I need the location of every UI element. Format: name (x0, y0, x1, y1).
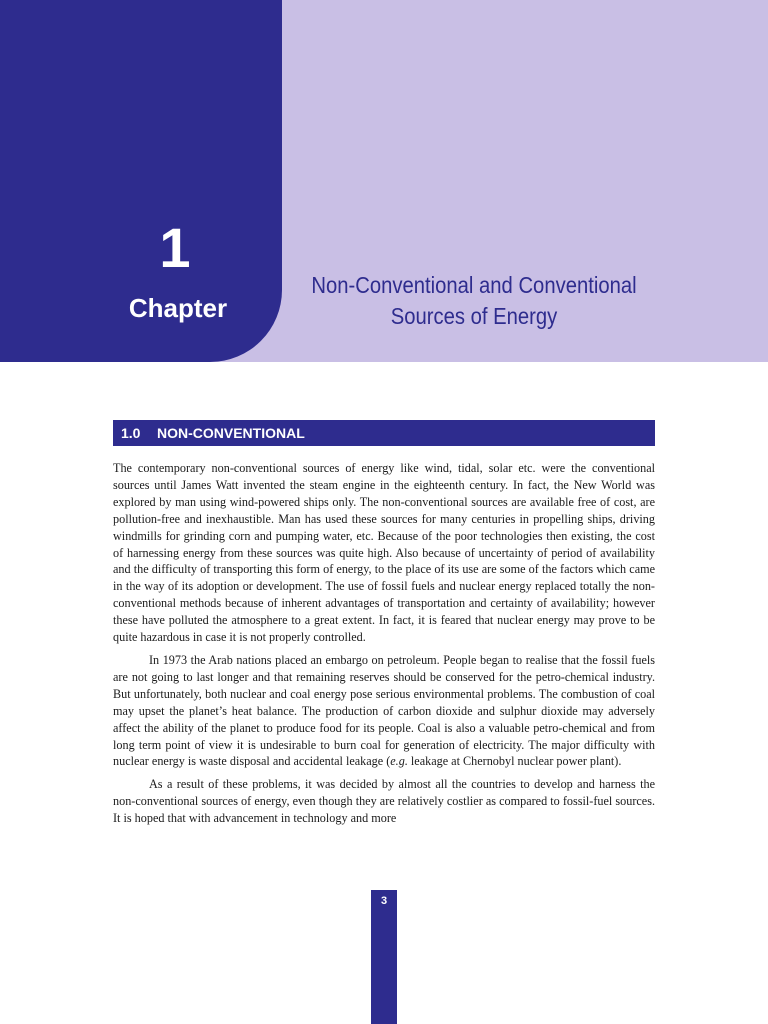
chapter-title (305, 270, 643, 332)
paragraph-2 (113, 652, 655, 770)
chapter-label: Chapter (128, 293, 228, 323)
paragraph-1: The contemporary non-conventional sources of energy like wind, tidal, solar etc. were the conventional sources until James Watt invented the steam engine in the eighteenth century. In fact, the New World was explored by man using wind-powered ships only. The non-conventional sources are available free of cost, are pollution-free and inexhaustible. Man has used these sources for many centuries in propelling ships, driving windmills for grinding corn and pumping water, etc. Because of the poor technologies then existing, the cost of harnessing energy from these sources was quite high. Also because of uncertainty of period of availability and the difficulty of transporting this form of energy, to the place of its use are some of the factors which came in the way of its adoption or development. The use of fossil fuels and nuclear energy replaced totally the non-conventional methods because of inherent advantages of transportation and certainty of availability; however these have polluted the atmosphere to a great extent. In fact, it is feared that nuclear energy may prove to be quite hazardous in case it is not properly controlled. (113, 461, 655, 645)
paragraph-2-text: In 1973 the Arab nations placed an embargo on petroleum. People began to realise that the fossil fuels are not going to last longer and that remaining reserves should be conserved for the petro-chemical industry. But unfortunately, both nuclear and coal energy pose serious environmental problems. The combustion of coal may upset the planet’s heat balance. The production of carbon dioxide and sulphur dioxide may adversely affect the ability of the planet to produce food for its people. Coal is also a valuable petro-chemical and from long term point of view it is undesirable to burn coal for generation of electricity. The major difficulty with nuclear energy is waste disposal and accidental leakage ( (113, 652, 655, 769)
section-heading (113, 420, 655, 446)
chapter-title-line-2: Sources of Energy (390, 303, 558, 329)
paragraph-3: As a result of these problems, it was decided by almost all the countries to develop and harness the non-conventional sources of energy, even though they are relatively costlier as compared to fossil-fuel sources. It is hoped that with advancement in technology and more (113, 777, 655, 826)
chapter-header (0, 0, 768, 362)
page-number: 3 (380, 895, 388, 907)
chapter-title-line-1: Non-Conventional and Conventional (311, 272, 637, 298)
page-number-tab (371, 890, 397, 1024)
body-text (113, 460, 655, 833)
section-number: 1.0 (121, 425, 141, 441)
paragraph-2-emphasis: e.g. (390, 754, 408, 769)
paragraph-2-text-end: leakage at Chernobyl nuclear power plant). (407, 754, 622, 769)
chapter-number: 1 (159, 216, 191, 279)
section-title: NON-CONVENTIONAL (157, 425, 305, 441)
